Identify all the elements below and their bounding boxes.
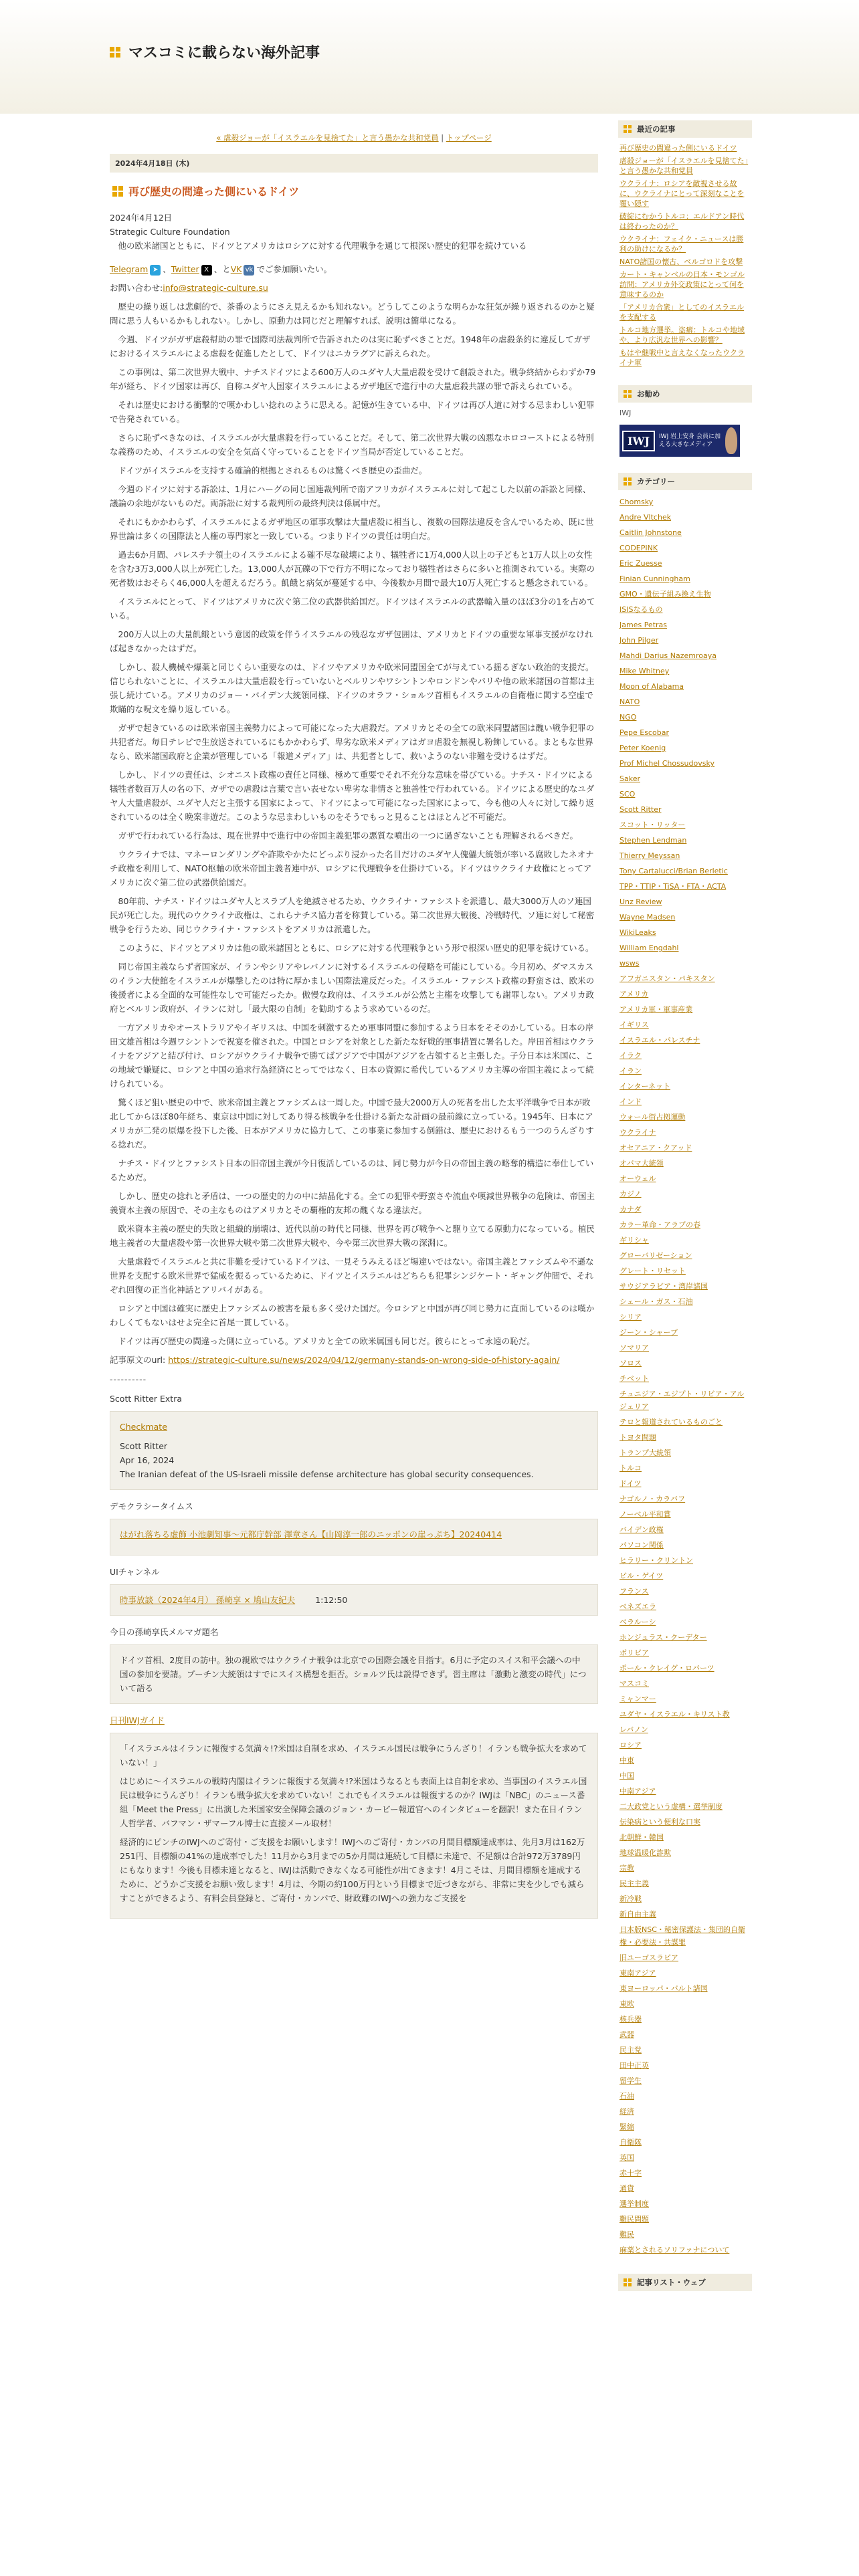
- category-link[interactable]: トヨタ問題: [619, 1433, 656, 1442]
- category-link[interactable]: 英国: [619, 2153, 634, 2162]
- header-bullet-icon: [624, 390, 632, 398]
- recent-post-link[interactable]: トルコ地方選挙。盗癖：トルコや地域や、より広汎な世界への影響？: [619, 326, 745, 344]
- iwj-label: IWJ: [619, 409, 632, 417]
- category-link[interactable]: GMO・遺伝子組み換え生物: [619, 590, 711, 599]
- category-link[interactable]: カラー革命・アラブの春: [619, 1220, 700, 1229]
- category-link[interactable]: Tony Cartalucci/Brian Berletic: [619, 867, 728, 875]
- article-paragraph: ロシアと中国は確実に歴史上ファシズムの被害を最も多く受けた国だ。今ロシアと中国が再び同じ勢力に直面しているのは嘆かわしくてもないはせよ完全に首尾一貫している。: [110, 1303, 595, 1327]
- recommend-box: [618, 385, 752, 461]
- article-paragraph: 今週、ドイツがガザ虐殺幇助の罪で国際司法裁判所で告訴されたのは実に恥ずべきことだ。1948年の虐殺条約に違反してガザにおけるイスラエルによる虐殺を促進したとして、ドイツはニカラグアに訴えられた。: [110, 334, 591, 358]
- top-page-link[interactable]: トップページ: [446, 133, 492, 142]
- category-link[interactable]: ソマリア: [619, 1344, 649, 1352]
- ritter-section-title: Scott Ritter Extra: [110, 1394, 182, 1404]
- category-link[interactable]: John Pilger: [619, 636, 659, 645]
- header-bullet-icon: [624, 477, 632, 486]
- article-paragraph: 欧米資本主義の歴史的失敗と組織的崩壊は、近代以前の時代と同様、世界を再び戦争へと駆り立てる原動力になっている。植民地主義者の大量虐殺や第一次世界大戦や第二次世界大戦や、今や第三次世界大戦の深淵に。: [110, 1224, 595, 1248]
- category-link[interactable]: チュニジア・エジプト・リビア・アルジェリア: [619, 1390, 745, 1411]
- article-paragraph: このように、ドイツとアメリカは他の欧米諸国とともに、ロシアに対する代理戦争という形で根深い歴史的犯罪を続けている。: [118, 943, 594, 953]
- vk-link[interactable]: VK: [230, 264, 242, 274]
- category-link[interactable]: ISISなるもの: [619, 605, 663, 614]
- category-link[interactable]: ウクライナ: [619, 1128, 656, 1137]
- category-link[interactable]: 東欧: [619, 2000, 634, 2008]
- category-box: [618, 473, 752, 2262]
- ritter-date: Apr 16, 2024: [120, 1455, 175, 1465]
- article-paragraph: 一方アメリカやオーストラリアやイギリスは、中国を刺激するため軍事同盟に参加するよう日本をそそのかしている。日本の岸田文雄首相は今週ワシントンで祝宴を催された。中国とロシアを対象とした新たな好戦的軍事措置に署名した。岸田首相はウクライナをアジアと結び付け、ロシアがウクライナ戦争で勝てばアジアで中国がアジアを占領すると主張した。子分日本は米国に、この地域で嫌疑に、ロシアと中国の追求行為経済にとってではなく、日本の資源に希代しているアメリカ主導の帝国主義によって続けられている。: [110, 1023, 595, 1089]
- mail-section-title: 今日の孫崎享氏メルマガ題名: [110, 1627, 219, 1637]
- category-link[interactable]: 地球温暖化詐欺: [619, 1848, 671, 1857]
- category-link[interactable]: シリア: [619, 1313, 642, 1321]
- article-paragraph: この事例は、第二次世界大戦中、ナチスドイツによる600万人のユダヤ人大量虐殺を受けて創設された。戦争終結からわずか79年が経ち、ドイツ国家は再び、自称ユダヤ人国家イスラエルによるガザ地区で進行中の大量虐殺共謀の罪で訴えられている。: [110, 367, 596, 391]
- category-link[interactable]: ロシア: [619, 1741, 642, 1749]
- democracy-embed: [110, 1519, 598, 1555]
- recent-posts-box: [618, 120, 752, 373]
- post-source: Strategic Culture Foundation: [110, 227, 230, 237]
- category-link[interactable]: 自衛隊: [619, 2138, 642, 2147]
- category-link[interactable]: イラク: [619, 1051, 642, 1060]
- category-link[interactable]: Andre Vltchek: [619, 513, 672, 522]
- category-link[interactable]: William Engdahl: [619, 944, 679, 952]
- article-paragraph: ナチス・ドイツとファシスト日本の旧帝国主義が今日復活しているのは、同じ勢力が今日の帝国主義の略奪的構造に奉仕しているためだ。: [110, 1158, 594, 1182]
- category-header: カテゴリー: [618, 473, 752, 490]
- article-paragraph: 同じ帝国主義ならず者国家が、イランやシリアやレバノンに対するイスラエルの侵略を可能にしている。今月初め、ダマスカスのイラン大使館をイスラエルが爆撃したのは特に厚かましい国際法違反だった。イスラエル・ファシスト政権の野蛮さは、欧米の後援者による全面的な可能性なしで可能だったか。傲慢な政府は、イスラエルが公然と主権を攻撃しても謝罪しない。アメリカ政府とベルリン政府が、イランに対し「最大限の自制」を勧助するよう求めているのだ。: [110, 962, 595, 1014]
- sites-header: 記事リスト・ウェブ: [618, 2274, 752, 2291]
- category-link[interactable]: Pepe Escobar: [619, 728, 669, 737]
- article-paragraph: しかし、ドイツの責任は、シオニスト政権の責任と同様、極めて重要でそれ不充分な意味を帯びている。ナチス・ドイツによる犠牲者数百万人の名の下、ガザでの虐殺は言葉で言い表せない卑劣な非情さと独善性で行われている。ドイツによる歴史的なユダヤ人大量虐殺が、ユダヤ人だと主張する国家によって、ドイツによって可能になった国家によって、今も他の人々に対して繰り返されているのは全く晩案非遊だ。このような忌まわしいものをそうでもっと見ることはほとんど不可能だ。: [110, 770, 595, 822]
- category-link[interactable]: サウジアラビア・湾岸諸国: [619, 1282, 708, 1291]
- site-logo-icon: [110, 47, 120, 58]
- category-link[interactable]: パソコン関係: [619, 1541, 664, 1549]
- category-link[interactable]: ナゴルノ・カラバフ: [619, 1495, 686, 1503]
- post-date-bar: 2024年4月18日 (木): [110, 154, 598, 173]
- iwj-embed: [110, 1733, 598, 1919]
- category-link[interactable]: 日本版NSC・秘密保護法・集団的自衛権・必要法・共謀罪: [619, 1925, 745, 1947]
- recent-post-link[interactable]: 「アメリカ合衆」としてのイスラエルを支配する: [619, 303, 745, 322]
- category-link[interactable]: WikiLeaks: [619, 928, 656, 937]
- category-link[interactable]: 宗教: [619, 1864, 634, 1872]
- article-paragraph: それにもかかわらず、イスラエルによるガザ地区の軍事攻撃は大量虐殺に相当し、複数の国際法違反を含んでいるため、既に世界世論は多くの国際法と人権の専門家と一致している。つまりドイツの責任は明白だ。: [110, 517, 594, 541]
- category-link[interactable]: 中南アジア: [619, 1787, 656, 1796]
- sites-box: [618, 2274, 752, 2291]
- header-bullet-icon: [624, 2278, 632, 2286]
- category-link[interactable]: 旧ユーゴスラビア: [619, 1953, 678, 1962]
- category-link[interactable]: 民主主義: [619, 1879, 649, 1888]
- post-date: 2024年4月12日: [110, 213, 173, 223]
- header-bullet-icon: [624, 125, 632, 133]
- democracy-video-link[interactable]: はがれ落ちる虚飾 小池劇知事〜元都庁幹部 澤章さん【山岡淳一郎のニッポンの崖っぷち】20240414: [120, 1529, 502, 1539]
- category-link[interactable]: NATO: [619, 697, 640, 706]
- recent-post-link[interactable]: ウクライナ：ロシアを敵視させる故に、ウクライナにとって深刻なことを覆い隠す: [619, 179, 745, 208]
- main-column: [110, 120, 598, 2568]
- category-link[interactable]: 麻薬とされるソリファナについて: [619, 2246, 730, 2254]
- divider: ----------: [110, 1374, 147, 1384]
- category-link[interactable]: Thierry Meyssan: [619, 851, 680, 860]
- category-link[interactable]: チベット: [619, 1374, 649, 1383]
- article-paragraph: イスラエルにとって、ドイツはアメリカに次ぐ第二位の武器供給国だ。ドイツはイスラエルの武器輸入量のほぼ3分の1を占めている。: [110, 597, 595, 621]
- category-link[interactable]: 難民: [619, 2230, 634, 2239]
- category-link[interactable]: TPP・TTIP・TiSA・FTA・ACTA: [619, 882, 727, 891]
- social-line: Telegram ➤ 、Twitter X 、とVK vk でご参加願いたい。: [110, 264, 332, 274]
- category-link[interactable]: イスラエル・パレスチナ: [619, 1036, 700, 1045]
- iwj-intro: はじめに〜イスラエルの戦時内閣はイランに報復する気満々!?米国はうなるとも表面上は自制を求め、当事国のイスラエル国民は戦争にうんざり！イランも戦争拡大を求めていない！これでもイスラエルは報復するのか？IWJは「NBC」のニュース番組「Meet the Press」に出演した米国家安全保障会議のジョン・カービー報道官へのインタビューを翻訳！また在日イラン人哲学者、バフマン・ザマーフル博士に直接メール取材！: [120, 1776, 587, 1828]
- article-paragraph: ドイツがイスラエルを支持する確論的根拠とされるものは驚くべき歴史の歪曲だ。: [118, 465, 427, 475]
- category-link[interactable]: Prof Michel Chossudovsky: [619, 759, 714, 768]
- category-link[interactable]: ボリビア: [619, 1648, 649, 1657]
- recent-posts-header: 最近の記事: [618, 120, 752, 138]
- category-link[interactable]: ウォール街占拠運動: [619, 1113, 686, 1121]
- category-link[interactable]: トルコ: [619, 1464, 642, 1473]
- category-list: [618, 490, 752, 2262]
- category-link[interactable]: 新冷戦: [619, 1895, 642, 1903]
- category-link[interactable]: インド: [619, 1097, 642, 1106]
- recommend-header: お勧め: [618, 385, 752, 403]
- category-link[interactable]: バイデン政権: [619, 1525, 664, 1534]
- article-paragraph: ウクライナでは、マネーロンダリングや詐欺やかたにどっぷり浸かった名目だけのユダヤ人傀儡大統領が率いる腐敗したネオナチ政権を利用して、NATO枢軸の欧米帝国主義者連中が、ロシアに代理戦争を仕掛けている。ドイツはウクライナ政権にとってアメリカに次ぐ第二位の武器供給国だ。: [110, 849, 594, 887]
- category-link[interactable]: テロと報道されているものごと: [619, 1418, 723, 1426]
- category-link[interactable]: ソロス: [619, 1359, 642, 1368]
- category-link[interactable]: 選挙制度: [619, 2199, 649, 2208]
- category-link[interactable]: フランス: [619, 1587, 649, 1596]
- x-icon[interactable]: X: [201, 265, 212, 276]
- post-navigation: « 虐殺ジョーが「イスラエルを見捨てた」と言う愚かな共和党員 | トップページ: [216, 133, 492, 142]
- category-link[interactable]: Eric Zuesse: [619, 559, 662, 568]
- category-link[interactable]: ドイツ: [619, 1479, 642, 1488]
- article-paragraph: しかし、歴史の捻れと矛盾は、一つの歴史的力の中に結晶化する。全ての犯罪や野蛮さや流血や嘆減世界戦争の危険は、帝国主義資本主義の原因で、その主なものはアメリカとその覇権的友邦の醜くなる違法だ。: [110, 1191, 595, 1215]
- category-link[interactable]: Finian Cunningham: [619, 574, 690, 583]
- category-link[interactable]: 東ヨーロッパ・バルト諸国: [619, 1984, 708, 1993]
- vk-icon[interactable]: vk: [244, 265, 254, 276]
- iwj-banner[interactable]: [619, 425, 740, 457]
- site-title[interactable]: [110, 41, 320, 62]
- category-link[interactable]: Peter Koenig: [619, 744, 666, 752]
- telegram-icon[interactable]: ➤: [150, 265, 161, 276]
- source-url-line: 記事原文のurl: https://strategic-culture.su/news/2024/04/12/germany-stands-on-wrong-side-of-history-again/: [110, 1355, 560, 1365]
- category-link[interactable]: 核兵器: [619, 2015, 642, 2024]
- category-link[interactable]: wsws: [619, 959, 640, 968]
- category-link[interactable]: Scott Ritter: [619, 805, 662, 814]
- category-link[interactable]: CODEPINK: [619, 544, 658, 552]
- article-paragraph: 80年前、ナチス・ドイツはユダヤ人とスラブ人を絶滅させるため、ウクライナ・ファシストを派遣し、最大3000万人のソ連国民が死亡した。現代のウクライナ政権は、これらナチス協力者を称賛している。第二次世界大戦後、冷戦時代、ソ連に対して秘密戦争を行うため、同じウクライナ・ファシストをアメリカは派遣した。: [110, 896, 595, 934]
- category-link[interactable]: アメリカ: [619, 990, 649, 998]
- category-link[interactable]: アメリカ軍・軍事産業: [619, 1005, 693, 1014]
- category-link[interactable]: オーウェル: [619, 1174, 656, 1183]
- article-paragraph: しかし、殺人機械や爆薬と同じくらい重要なのは、ドイツやアメリカや欧米同盟国全てが与えている揺るぎない政治的支援だ。信じられないことに、イスラエルは大量虐殺を行っていないとベルリンやワシントンやロンドンやパリや他の欧米諸国の首都は主張し続けている。アメリカのジョー・バイデン大統領同様、ドイツのオラフ・ショルツ首相もイスラエルの自衛権に関する空虚で欺瞞的な呪文を繰り返している。: [110, 662, 595, 714]
- category-link[interactable]: 北朝鮮・韓国: [619, 1833, 664, 1842]
- iwj-banner-text: IWJ 岩上安身 会員に加える大きなメディア: [659, 433, 721, 448]
- telegram-link[interactable]: Telegram: [110, 264, 149, 274]
- category-link[interactable]: イギリス: [619, 1021, 649, 1029]
- category-link[interactable]: James Petras: [619, 621, 668, 629]
- category-link[interactable]: ベラルーシ: [619, 1618, 656, 1626]
- category-link[interactable]: 中国: [619, 1772, 634, 1780]
- mail-embed: [110, 1644, 598, 1704]
- category-link[interactable]: グレート・リセット: [619, 1267, 686, 1275]
- category-link[interactable]: Saker: [619, 774, 640, 783]
- channel-section-title: UIチャンネル: [110, 1567, 160, 1577]
- category-link[interactable]: スコット・リッター: [619, 821, 686, 829]
- category-link[interactable]: Caitlin Johnstone: [619, 528, 682, 537]
- source-url-link[interactable]: https://strategic-culture.su/news/2024/04/12/germany-stands-on-wrong-side-of-history-again/: [168, 1355, 560, 1365]
- channel-embed: [110, 1584, 598, 1616]
- category-link[interactable]: ヒラリー・クリントン: [619, 1556, 693, 1565]
- category-link[interactable]: ホンジュラス・クーデター: [619, 1633, 707, 1642]
- channel-video-link[interactable]: 時事放談（2024年4月） 孫崎享 × 鳩山友紀夫: [120, 1595, 296, 1605]
- recent-post-link[interactable]: 虐殺ジョーが「イスラエルを見捨てた」と言う愚かな共和党員: [619, 156, 749, 175]
- category-link[interactable]: 東南アジア: [619, 1969, 656, 1977]
- category-link[interactable]: インターネット: [619, 1082, 671, 1091]
- category-link[interactable]: ユダヤ・イスラエル・キリスト教: [619, 1710, 730, 1719]
- category-link[interactable]: 難民問題: [619, 2215, 649, 2224]
- category-link[interactable]: シェール・ガス・石油: [619, 1297, 693, 1306]
- category-link[interactable]: マスコミ: [619, 1679, 649, 1688]
- category-link[interactable]: トランプ大統領: [619, 1448, 671, 1457]
- category-link[interactable]: 石油: [619, 2092, 634, 2101]
- iwj-headline: 「イスラエルはイランに報復する気満々!?米国は自制を求め、イスラエル国民は戦争にうんざり！イランも戦争拡大を求めていない！」: [120, 1743, 587, 1767]
- category-link[interactable]: Mahdi Darius Nazemroaya: [619, 651, 717, 660]
- category-link[interactable]: ビル・ゲイツ: [619, 1572, 664, 1580]
- portrait-icon: [725, 427, 737, 454]
- category-link[interactable]: Mike Whitney: [619, 667, 670, 675]
- category-link[interactable]: 武器: [619, 2030, 634, 2039]
- ritter-author: Scott Ritter: [120, 1441, 168, 1451]
- democracy-section-title: デモクラシータイムス: [110, 1501, 193, 1511]
- category-link[interactable]: 赤十字: [619, 2169, 642, 2177]
- category-link[interactable]: ミャンマー: [619, 1695, 656, 1703]
- site-title-text[interactable]: マスコミに載らない海外記事: [128, 45, 320, 62]
- article-paragraph: ドイツは再び歴史の間違った側に立っている。アメリカと全ての欧米属国も同じだ。彼らにとって永遠の恥だ。: [118, 1336, 535, 1346]
- twitter-link[interactable]: Twitter: [171, 264, 199, 274]
- category-link[interactable]: イラン: [619, 1067, 642, 1075]
- article-paragraph: 200万人以上の大量飢餓という意図的政策を伴うイスラエルの残忍なガザ包囲は、アメリカとドイツの重要な軍事支援がなければ起きなかったはずだ。: [110, 629, 593, 653]
- category-link[interactable]: 中東: [619, 1756, 634, 1765]
- category-link[interactable]: オセアニア・クアッド: [619, 1144, 692, 1152]
- category-link[interactable]: NGO: [619, 713, 637, 722]
- ritter-embed: [110, 1411, 598, 1490]
- post-lead: 他の欧米諸国とともに、ドイツとアメリカはロシアに対する代理戦争を通じて根深い歴史的犯罪を続けている: [118, 241, 527, 251]
- category-link[interactable]: ノーベル平和賞: [619, 1510, 671, 1519]
- category-link[interactable]: カジノ: [619, 1190, 642, 1198]
- recent-post-link[interactable]: NATO諸国の懐古、ベルゴロドを攻撃: [619, 257, 743, 266]
- category-link[interactable]: アフガニスタン・パキスタン: [619, 974, 715, 983]
- category-link[interactable]: Wayne Madsen: [619, 913, 676, 922]
- article-paragraph: さらに恥ずべきなのは、イスラエルが大量虐殺を行っていることだ。そして、第二次世界大戦の凶悪なホロコーストによる特別な義務のため、イスラエルの安全を気高く守っていることをドイツ当局が否定していることだ。: [110, 433, 594, 457]
- category-link[interactable]: 通貨: [619, 2184, 634, 2193]
- prev-post-link[interactable]: « 虐殺ジョーが「イスラエルを見捨てた」と言う愚かな共和党員: [216, 133, 439, 142]
- article-paragraph: ガザで行われている行為は、現在世界中で進行中の帝国主義犯罪の悪質な噴出の一つに過ぎないことも理解されるべきだ。: [118, 831, 579, 841]
- category-link[interactable]: 田中正英: [619, 2061, 649, 2070]
- category-link[interactable]: Chomsky: [619, 498, 654, 506]
- article-paragraph: 過去6か月間、パレスチナ領土のイスラエルによる確不尽な破壊により、犠牲者に1万4,000人以上の子どもと1万人以上の女性を含む3万3,000人以上が死亡した。13,000人が瓦礫の下で行方不明になっており犠牲者はさらに多いと推測されている。実際の死者数はおそらく46,000人を超えるだろう。飢餓と病気が蔓延する中、今後数か月間で最大10万人死亡すると懸念されている。: [110, 550, 595, 588]
- category-link[interactable]: Stephen Lendman: [619, 836, 687, 845]
- recent-post-link[interactable]: 破綻にむかうトルコ：エルドアン時代は終わったのか？: [619, 212, 745, 231]
- recent-post-link[interactable]: もはや継戦中と言えなくなったウクライナ軍: [619, 348, 745, 367]
- category-link[interactable]: SCO: [619, 790, 636, 798]
- article-paragraph: 今週のドイツに対する訴訟は、1月にハーグの同じ国連裁判所で南アフリカがイスラエルに対して起こした以前の訴訟と同様、議論の余地がないものだ。両訴訟に対する裁判所の最終判決は係属中だ。: [110, 484, 591, 508]
- category-link[interactable]: 留学生: [619, 2076, 642, 2085]
- site-header: [0, 0, 859, 114]
- category-link[interactable]: ポール・クレイグ・ロバーツ: [619, 1664, 714, 1673]
- category-link[interactable]: 新自由主義: [619, 1910, 656, 1919]
- article-paragraph: それは歴史における衝撃的で嘆かわしい捻れのように思える。記憶が生きている中、ドイツは再び人道に対する忌まわしい犯罪で告発されている。: [110, 400, 595, 424]
- iwj-guide-link[interactable]: 日刊IWJガイド: [110, 1715, 165, 1725]
- recent-post-link[interactable]: ウクライナ：フェイク・ニュースは勝利の助けになるか？: [619, 235, 744, 253]
- article-paragraph: 驚くほど狙い歴史の中で、欧米帝国主義とファシズムは一周した。中国で最大2000万人の死者を出した太平洋戦争で日本が敗北してからほぼ80年経ち、東京は中国に対してあり得る核戦争を仕掛ける新たな計画の最前線に立っている。1945年、日本にアメリカが二発の原爆を投下した後、日本がアメリカに協力して、この事業に参加する倒錯は、歴史におけるもう一つのうんざりする捻れだ。: [110, 1097, 594, 1150]
- category-link[interactable]: 経済: [619, 2107, 634, 2116]
- checkmate-link[interactable]: Checkmate: [120, 1422, 167, 1432]
- category-link[interactable]: Unz Review: [619, 897, 662, 906]
- category-link[interactable]: ジーン・シャープ: [619, 1328, 678, 1337]
- recent-posts-list: [618, 138, 752, 373]
- iwj-logo: IWJ: [622, 431, 655, 451]
- category-link[interactable]: Moon of Alabama: [619, 682, 684, 691]
- recent-post-link[interactable]: カート・キャンベルの日本・モンゴル訪問：アメリカ外交政策にとって何を意味するのか: [619, 270, 745, 299]
- post-title: 再び歴史の間違った側にいるドイツ: [110, 181, 598, 211]
- article-paragraph: ガザで起きているのは欧米帝国主義勢力によって可能になった大虐殺だ。アメリカとその全ての欧米同盟諸国は醜い戦争犯罪の共犯者だ。毎日テレビで生放送されているにもかかわらず、卑劣な欧米メディアはガヨ虐殺を無視し粉飾している。まともな世界なら、欧米諸国政府と企業が管理している「報道メディア」は、共犯者として、救いようのない非難を受けるはずだ。: [110, 723, 595, 761]
- category-link[interactable]: 民主党: [619, 2046, 642, 2054]
- article-paragraph: 大量虐殺でイスラエルと共に非難を受けているドイツは、一見そうみえるほど場違いではない。帝国主義とファシズムや不遜な世界を支配する欧米世界で猛威を振るっているために、ドイツとイスラエルはどちらも犯罪シンジケート・ギャング仲間で、それぞれ回復の正当化神話とアリバイがある。: [110, 1257, 594, 1295]
- mail-text: ドイツ首相、2度目の訪中。独の親欧ではウクライナ戦争は北京での国際会議を目指す。6月に予定のスイス和平会議への中国の参加を要請。プーチン大統領はすでにスイス構想を拒否。ショルツ氏は説得できず。習主席は「激動と激変の時代」について語る: [120, 1655, 587, 1693]
- category-link[interactable]: 二大政党という虚構・選挙制度: [619, 1802, 723, 1811]
- contact-line: お問い合わせ:info@strategic-culture.su: [110, 283, 268, 293]
- article-paragraph: 歴史の繰り返しは悲劇的で、茶番のようにさえ見えるかも知れない。どうしてこのような明らかな狂気が繰り返されるのかと疑問に思う人もいるかもしれない。しかし、原動力は同じだと理解すれば、説明は簡単になる。: [110, 302, 595, 326]
- category-link[interactable]: ベネズエラ: [619, 1602, 656, 1611]
- category-link[interactable]: レバノン: [619, 1725, 648, 1734]
- title-bullet-icon: [112, 186, 123, 197]
- post-body: [110, 211, 598, 1919]
- article-paragraphs: [110, 300, 598, 1348]
- category-link[interactable]: 緊縮: [619, 2123, 634, 2131]
- sidebar: [618, 120, 752, 2568]
- contact-email-link[interactable]: info@strategic-culture.su: [163, 283, 268, 293]
- category-link[interactable]: オバマ大統領: [619, 1159, 664, 1168]
- category-link[interactable]: グローバリゼーション: [619, 1251, 692, 1260]
- recent-post-link[interactable]: 再び歴史の間違った側にいるドイツ: [619, 144, 737, 152]
- category-link[interactable]: カナダ: [619, 1205, 642, 1214]
- category-link[interactable]: 伝染病という便利な口実: [619, 1818, 700, 1826]
- category-link[interactable]: ギリシャ: [619, 1236, 649, 1245]
- ritter-summary: The Iranian defeat of the US-Israeli missile defense architecture has global security consequences.: [120, 1469, 534, 1479]
- video-duration: 1:12:50: [315, 1595, 348, 1605]
- iwj-donation: 経済的にピンチのIWJへのご寄付・ご支援をお願いします！IWJへのご寄付・カンパの月間目標額達成率は、先月3月は162万251円、目標額の41%の達成率でした！11月から3月までの5か月間は連続して目標に未達で、不足額は合計972万3789円にもなります！今後も目標未達となると、IWJは活動できなくなる可能性が出てきます！4月こそは、月間目標額を達成するために、どうかご支援をお願い致します！4月は、今期の約100万円という目標まで近づきながら、非常に実を少しでも減らすことができるよう、有料会員登録と、ご寄付・カンパで、財政難のIWJへの強力なご支援を: [120, 1837, 585, 1903]
